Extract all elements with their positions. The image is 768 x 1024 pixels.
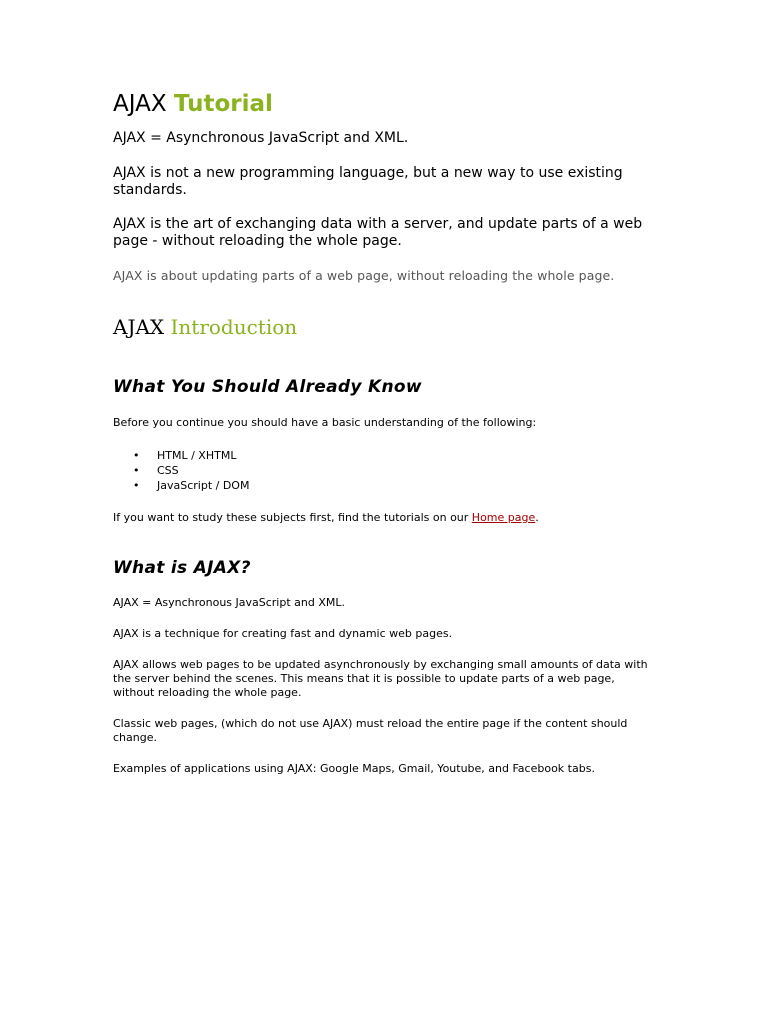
study-note-text: If you want to study these subjects first, find the tutorials on our — [113, 511, 472, 524]
list-item-label: HTML / XHTML — [157, 449, 237, 462]
list-item — [133, 478, 653, 493]
what-paragraph-4: Classic web pages, (which do not use AJAX) must reload the entire page if the content should change. — [113, 717, 628, 744]
document-content — [113, 88, 653, 776]
list-item-label: JavaScript / DOM — [157, 479, 250, 492]
section-title-introduction — [113, 314, 653, 340]
page-title-main: AJAX — [113, 91, 174, 117]
home-page-link[interactable]: Home page — [471, 511, 536, 524]
already-know-lead: Before you continue you should have a basic understanding of the following: — [113, 416, 537, 429]
what-paragraph-2: AJAX is a technique for creating fast and dynamic web pages. — [113, 627, 453, 640]
intro-note: AJAX is about updating parts of a web page, without reloading the whole page. — [113, 268, 615, 283]
study-note — [113, 511, 653, 525]
study-note-end: . — [535, 511, 539, 524]
bullet-icon: • — [133, 464, 140, 477]
what-paragraph-5: Examples of applications using AJAX: Google Maps, Gmail, Youtube, and Facebook tabs. — [113, 762, 595, 775]
bullet-icon: • — [133, 449, 140, 462]
heading-what-is-ajax: What is AJAX? — [113, 558, 251, 578]
section-title-main: AJAX — [113, 315, 171, 339]
section-title-accent: Introduction — [170, 315, 298, 339]
intro-line-3: AJAX is the art of exchanging data with a server, and update parts of a web page - without reloading the whole page. — [113, 216, 643, 249]
prerequisite-list — [113, 448, 653, 493]
list-item — [133, 448, 653, 463]
what-paragraph-3: AJAX allows web pages to be updated asynchronously by exchanging small amounts of data with the server behind the scenes. This means that it is possible to update parts of a web page, without reloading the whole page. — [113, 658, 648, 699]
bullet-icon: • — [133, 479, 140, 492]
intro-line-2: AJAX is not a new programming language, but a new way to use existing standards. — [113, 165, 623, 198]
page-title-accent: Tutorial — [173, 91, 273, 117]
intro-line-1: AJAX = Asynchronous JavaScript and XML. — [113, 130, 409, 146]
what-paragraph-1: AJAX = Asynchronous JavaScript and XML. — [113, 596, 345, 609]
list-item — [133, 463, 653, 478]
page-title — [113, 88, 653, 120]
list-item-label: CSS — [157, 464, 179, 477]
heading-already-know: What You Should Already Know — [113, 377, 422, 397]
